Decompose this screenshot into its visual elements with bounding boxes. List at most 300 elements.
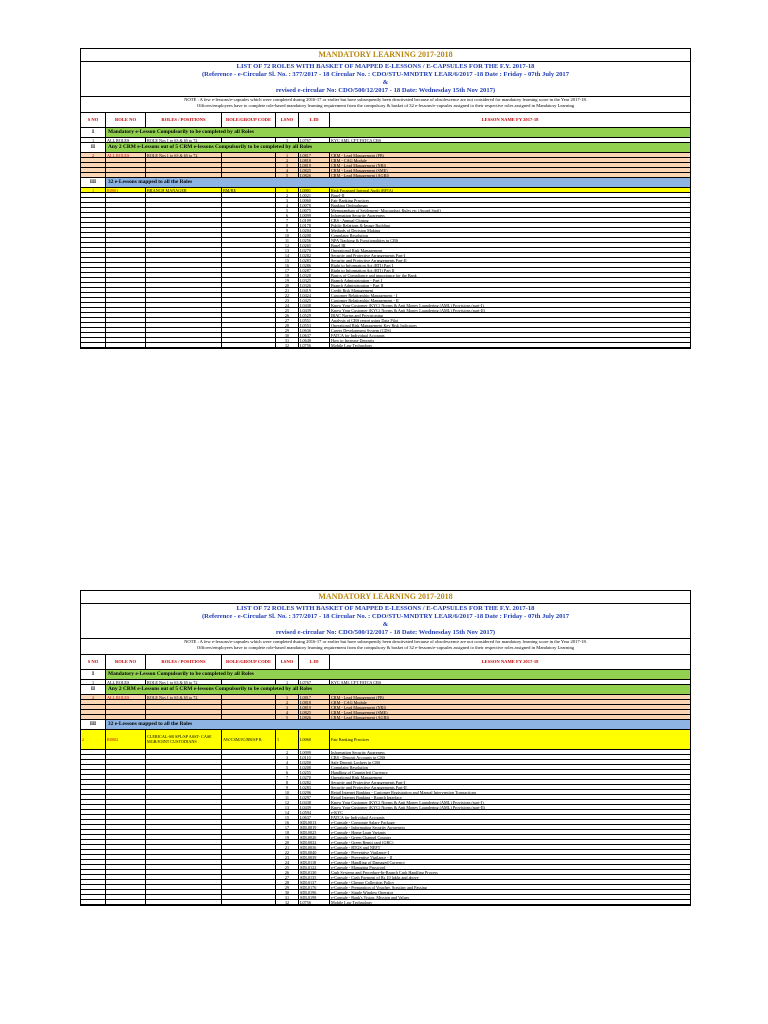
cell-role-no xyxy=(106,855,146,859)
cell-lid: SDL0137 xyxy=(299,880,330,884)
cell-lsno: 11 xyxy=(276,238,299,242)
cell-code xyxy=(222,168,276,172)
cell-role xyxy=(146,765,222,769)
cell-lesson-name: Fair Banking Practices xyxy=(331,197,370,202)
cell-lid: L0099 xyxy=(299,213,330,217)
cell-code: BM/BE xyxy=(222,188,276,192)
cell-lsno: 3 xyxy=(276,198,299,202)
cell-lesson-name: e-Capsule - Corporate Salary Package xyxy=(331,819,395,824)
cell-lesson-name: Methods of Decision Making xyxy=(331,227,381,232)
cell-lsno: 27 xyxy=(276,318,299,322)
cell-lsno: 7 xyxy=(276,775,299,779)
cell-lesson-name: CRM - Lead Management (AGRI) xyxy=(330,715,690,719)
section-label: 32 e-Lessons mapped to all the Roles xyxy=(106,720,690,729)
cell-sno xyxy=(81,845,106,849)
cell-sno xyxy=(81,263,106,267)
cell-sno xyxy=(81,780,106,784)
cell-lesson-name: Branch Administration - Part II xyxy=(331,282,384,287)
cell-lid: L0767 xyxy=(299,138,330,142)
cell-lid: L0265 xyxy=(299,243,330,247)
cell-sno xyxy=(81,243,106,247)
cell-lid: SDL0019 xyxy=(299,825,330,829)
cell-code xyxy=(222,173,276,177)
cell-role xyxy=(146,820,222,824)
cell-sno xyxy=(81,308,106,312)
cell-sno xyxy=(81,273,106,277)
cell-lid: L0438 xyxy=(299,303,330,307)
sheet-2 xyxy=(80,590,691,906)
cell-lsno: 22 xyxy=(276,293,299,297)
section-label: Any 2 CRM e-Lessons out of 5 CRM e-lessons Compulsorily to be completed by all Roles xyxy=(106,143,690,152)
cell-lid: L0767 xyxy=(299,680,330,684)
cell-role-no xyxy=(106,213,146,217)
cell-code xyxy=(222,895,276,899)
cell-sno xyxy=(81,825,106,829)
cell-lsno: 24 xyxy=(276,303,299,307)
cell-lsno: 8 xyxy=(276,223,299,227)
cell-role xyxy=(146,208,222,212)
cell-role-no xyxy=(106,193,146,197)
cell-lsno: 22 xyxy=(276,850,299,854)
cell-code xyxy=(222,890,276,894)
cell-lid: L0110 xyxy=(299,755,330,759)
cell-code xyxy=(222,293,276,297)
column-header-row xyxy=(81,655,690,670)
cell-sno xyxy=(81,193,106,197)
header-line: (Reference - e-Circular Sl. No. : 377/2017 - 18 Circular No. : CDO/STU-MNDTRY LEAR/6/2017 -18 Date : Friday - 07th July 2017 xyxy=(201,613,570,620)
cell-lesson-name: Security and Protective Arrangements Part-II xyxy=(331,784,407,789)
cell-lid: L0282 xyxy=(299,780,330,784)
cell-lesson-name: FATCA for Individual Accounts xyxy=(331,332,385,337)
cell-lsno: 3 xyxy=(276,163,299,167)
cell-code xyxy=(222,193,276,197)
section-number: I xyxy=(81,670,106,679)
cell-lsno: 31 xyxy=(276,338,299,342)
cell-lid: L0825 xyxy=(299,168,330,172)
cell-lesson-name: CRM - Lead Management (SME) xyxy=(330,710,690,714)
note-text: NOTE : A few e-lessons/e-capsules which were completed during 2016-17 or earlier but have subsequently been deactivated because of obsolescence are not considered for mandatory learning score in the Year 2017-18. xyxy=(184,97,587,102)
cell-lesson-name: Fair Banking Practices xyxy=(330,730,690,749)
cell-lid: L0529 xyxy=(299,313,330,317)
cell-lid: L0099 xyxy=(299,750,330,754)
cell-sno xyxy=(81,253,106,257)
cell-role-no xyxy=(106,875,146,879)
cell-role-no xyxy=(106,263,146,267)
cell-lsno: 25 xyxy=(276,308,299,312)
cell-role xyxy=(146,885,222,889)
cell-lid: L0286 xyxy=(299,263,330,267)
cell-lesson-name: e-Capsule - Home Loan Variants xyxy=(331,829,386,834)
section-label: Any 2 CRM e-Lessons out of 5 CRM e-lessons Compulsorily to be completed by all Roles xyxy=(106,685,690,694)
cell-lesson-name: e-Capsule - Preventive Vigilance-I xyxy=(331,849,389,854)
cell-sno xyxy=(81,795,106,799)
cell-lid: L0551 xyxy=(299,318,330,322)
cell-role-no xyxy=(106,328,146,332)
cell-role-no: ALL ROLES xyxy=(106,695,146,699)
cell-role-no xyxy=(106,258,146,262)
cell-role-no xyxy=(106,705,146,709)
cell-role-no xyxy=(106,850,146,854)
cell-lesson-name: e-Capsule - Cash Payment of Rs.10 lakhs and above xyxy=(331,874,419,879)
cell-lsno: 23 xyxy=(276,855,299,859)
column-header: L ID xyxy=(299,113,330,127)
cell-role-no xyxy=(106,810,146,814)
cell-lesson-name: Operational Risk Management xyxy=(331,774,383,779)
cell-code xyxy=(222,313,276,317)
cell-code xyxy=(222,298,276,302)
cell-lsno: 15 xyxy=(276,815,299,819)
cell-code xyxy=(222,765,276,769)
cell-role xyxy=(146,855,222,859)
sheet-title: MANDATORY LEARNING 2017-2018 xyxy=(81,49,690,62)
cell-code xyxy=(222,680,276,684)
cell-role xyxy=(146,790,222,794)
cell-sno xyxy=(81,705,106,709)
cell-lsno: 10 xyxy=(276,790,299,794)
cell-lesson-name: CRM - Lead Management (PB) xyxy=(330,153,690,157)
cell-role-no xyxy=(106,760,146,764)
cell-lid: L0594 xyxy=(299,810,330,814)
cell-code xyxy=(222,218,276,222)
cell-role xyxy=(146,845,222,849)
cell-code xyxy=(222,825,276,829)
cell-role-no xyxy=(106,835,146,839)
note-block xyxy=(81,638,690,655)
sheet-1 xyxy=(80,48,691,349)
cell-role-no xyxy=(106,268,146,272)
cell-lid: L0200 xyxy=(299,760,330,764)
cell-lesson-name: Operational Risk Management Key Risk Indicators xyxy=(331,322,417,327)
cell-role xyxy=(146,323,222,327)
cell-sno xyxy=(81,218,106,222)
cell-sno xyxy=(81,298,106,302)
cell-sno xyxy=(81,168,106,172)
cell-sno xyxy=(81,810,106,814)
cell-sno xyxy=(81,885,106,889)
cell-lsno: 2 xyxy=(276,158,299,162)
cell-lesson-name: Basel-II xyxy=(331,192,345,197)
cell-code xyxy=(222,845,276,849)
cell-role-no xyxy=(106,253,146,257)
header-line: revised e-circular No: CDO/500/12/2017 - 18 Date: Wednesday 15th Nov 2017) xyxy=(275,87,496,94)
cell-lid: L0438 xyxy=(299,800,330,804)
cell-role-no xyxy=(106,765,146,769)
cell-sno xyxy=(81,333,106,337)
cell-lsno: 5 xyxy=(276,715,299,719)
cell-code xyxy=(222,248,276,252)
cell-lid: L0819 xyxy=(299,705,330,709)
cell-role-no xyxy=(106,815,146,819)
cell-code xyxy=(222,268,276,272)
cell-code: AW/CSM/JC/BR/SP B xyxy=(222,730,276,749)
cell-role xyxy=(146,243,222,247)
cell-role xyxy=(146,900,222,904)
column-header: ROLE NO xyxy=(106,113,146,127)
cell-lsno: 5 xyxy=(276,208,299,212)
cell-role xyxy=(146,263,222,267)
cell-sno xyxy=(81,293,106,297)
cell-role xyxy=(146,233,222,237)
cell-lesson-name: CRM - Lead Management (SME) xyxy=(330,168,690,172)
section-header xyxy=(81,128,690,138)
cell-lid: L0060 xyxy=(299,198,330,202)
cell-lsno: 13 xyxy=(276,248,299,252)
cell-role-no xyxy=(106,298,146,302)
cell-role xyxy=(146,288,222,292)
cell-role xyxy=(146,258,222,262)
cell-sno xyxy=(81,805,106,809)
cell-lesson-name: Customer Relationship Management - II xyxy=(331,297,399,302)
column-header: ROLES / POSITIONS xyxy=(146,113,222,127)
cell-lsno: 3 xyxy=(276,755,299,759)
cell-lsno: 1 xyxy=(276,730,299,749)
cell-role xyxy=(146,805,222,809)
cell-role: ROLE Nos 1 to 63 & 65 to 72 xyxy=(146,153,222,157)
cell-lid: SDL0040 xyxy=(299,850,330,854)
cell-lesson-name: Right to Information Act (RTI) Part I xyxy=(331,262,394,267)
cell-role-no xyxy=(106,790,146,794)
cell-lesson-name: Public Relations & Image Building xyxy=(331,222,391,227)
cell-lesson-name: Handling of Counterfeit Currency xyxy=(331,769,388,774)
cell-code xyxy=(222,840,276,844)
cell-role xyxy=(146,338,222,342)
cell-lsno: 7 xyxy=(276,218,299,222)
cell-sno xyxy=(81,900,106,904)
cell-code xyxy=(222,273,276,277)
cell-lesson-name: e-KYC xyxy=(331,809,344,814)
cell-lsno: 19 xyxy=(276,835,299,839)
cell-lid: SDL0176 xyxy=(299,885,330,889)
cell-lsno: 17 xyxy=(276,825,299,829)
cell-code xyxy=(222,795,276,799)
cell-lsno: 23 xyxy=(276,298,299,302)
cell-role-no xyxy=(106,840,146,844)
cell-lid: SDL0025 xyxy=(299,830,330,834)
cell-sno xyxy=(81,865,106,869)
cell-lid: L0297 xyxy=(299,795,330,799)
cell-sno: 1 xyxy=(81,188,106,192)
cell-sno xyxy=(81,870,106,874)
cell-lesson-name: Branch Administration - Part I xyxy=(331,277,382,282)
cell-lesson-name: Right to Information Act (RTI) Part II xyxy=(331,267,395,272)
cell-lid: L0256 xyxy=(299,238,330,242)
cell-sno xyxy=(81,815,106,819)
cell-lsno: 32 xyxy=(276,343,299,347)
header-line: (Reference - e-Circular Sl. No. : 377/2017 - 18 Circular No. : CDO/STU-MNDTRY LEAR/6/2017 -18 Date : Friday - 07th July 2017 xyxy=(201,71,570,78)
cell-lesson-name: e-Capsule - Managing Password xyxy=(331,864,386,869)
cell-lid: L0439 xyxy=(299,308,330,312)
cell-role-no xyxy=(106,845,146,849)
cell-code xyxy=(222,238,276,242)
cell-sno: 1 xyxy=(81,138,106,142)
section-header xyxy=(81,143,690,153)
cell-code xyxy=(222,258,276,262)
cell-code xyxy=(222,223,276,227)
cell-role-no xyxy=(106,820,146,824)
cell-role-no xyxy=(106,163,146,167)
cell-lsno: 32 xyxy=(276,900,299,904)
cell-role xyxy=(146,850,222,854)
cell-code xyxy=(222,318,276,322)
cell-lid: L0637 xyxy=(299,333,330,337)
cell-lid: L0208 xyxy=(299,765,330,769)
cell-lsno: 4 xyxy=(276,760,299,764)
cell-lsno: 1 xyxy=(276,680,299,684)
cell-sno xyxy=(81,775,106,779)
header-line: LIST OF 72 ROLES WITH BASKET OF MAPPED E-LESSONS / E-CAPSULES FOR THE F.Y. 2017-18 xyxy=(236,605,535,612)
section-number: III xyxy=(81,720,106,729)
cell-role: ROLE Nos 1 to 63 & 65 to 72 xyxy=(146,138,222,142)
cell-sno xyxy=(81,328,106,332)
cell-lesson-name: CRM - Lead Management (NRI) xyxy=(330,163,690,167)
cell-role-no xyxy=(106,890,146,894)
cell-lsno: 1 xyxy=(276,153,299,157)
cell-lid: L0637 xyxy=(299,815,330,819)
cell-code xyxy=(222,263,276,267)
cell-role xyxy=(146,228,222,232)
cell-code xyxy=(222,203,276,207)
cell-role xyxy=(146,895,222,899)
cell-role xyxy=(146,268,222,272)
cell-code xyxy=(222,338,276,342)
cell-role xyxy=(146,860,222,864)
cell-role xyxy=(146,278,222,282)
cell-lesson-name: CRM - Lead Management (NRI) xyxy=(330,705,690,709)
cell-lsno: 1 xyxy=(276,695,299,699)
cell-lid: L0109 xyxy=(299,218,330,222)
cell-lsno: 20 xyxy=(276,840,299,844)
cell-role-no xyxy=(106,218,146,222)
cell-lid: L0270 xyxy=(299,775,330,779)
cell-lsno: 3 xyxy=(276,705,299,709)
cell-lesson-name: e-Capsule - Cheque Collection Policy xyxy=(331,879,395,884)
cell-lesson-name: e-Capsule - Handling of Damaged Currency xyxy=(331,859,406,864)
cell-role-no xyxy=(106,775,146,779)
cell-role-no xyxy=(106,880,146,884)
cell-lid: SDL0122 xyxy=(299,865,330,869)
cell-role-no xyxy=(106,303,146,307)
cell-code xyxy=(222,820,276,824)
cell-lid: L0817 xyxy=(299,695,330,699)
cell-code xyxy=(222,850,276,854)
cell-lid: L0178 xyxy=(299,223,330,227)
cell-code xyxy=(222,288,276,292)
cell-code xyxy=(222,343,276,347)
cell-role xyxy=(146,830,222,834)
cell-role xyxy=(146,283,222,287)
cell-role xyxy=(146,795,222,799)
cell-role-no xyxy=(106,860,146,864)
cell-role xyxy=(146,308,222,312)
cell-code xyxy=(222,695,276,699)
cell-lid: SDL0032 xyxy=(299,840,330,844)
cell-lsno: 5 xyxy=(276,173,299,177)
cell-role-no xyxy=(106,198,146,202)
cell-lsno: 20 xyxy=(276,283,299,287)
cell-lsno: 4 xyxy=(276,710,299,714)
cell-sno xyxy=(81,158,106,162)
cell-lesson-name: CRM - Lead Management (AGRI) xyxy=(330,173,690,177)
cell-code xyxy=(222,870,276,874)
cell-sno xyxy=(81,233,106,237)
cell-role-no xyxy=(106,173,146,177)
cell-sno xyxy=(81,208,106,212)
cell-sno: 2 xyxy=(81,730,106,749)
cell-lid: L0283 xyxy=(299,258,330,262)
cell-code xyxy=(222,705,276,709)
cell-lid: L0283 xyxy=(299,785,330,789)
cell-lid: L0021 xyxy=(299,193,330,197)
cell-lsno: 1 xyxy=(276,188,299,192)
cell-role-no: ALL ROLES xyxy=(106,153,146,157)
section-header xyxy=(81,720,690,730)
section-label: 32 e-Lessons mapped to all the Roles xyxy=(106,178,690,187)
cell-lsno: 9 xyxy=(276,228,299,232)
cell-code xyxy=(222,805,276,809)
cell-sno xyxy=(81,173,106,177)
cell-role-no xyxy=(106,715,146,719)
cell-role-no xyxy=(106,203,146,207)
cell-role xyxy=(146,880,222,884)
cell-lesson-name: How to Increase Deposits xyxy=(331,337,375,342)
cell-sno xyxy=(81,790,106,794)
cell-role-no xyxy=(106,885,146,889)
cell-lid: SDL0118 xyxy=(299,860,330,864)
cell-role-no xyxy=(106,800,146,804)
table-row xyxy=(81,900,690,905)
section-header xyxy=(81,685,690,695)
cell-lid: L0419 xyxy=(299,288,330,292)
header-block xyxy=(81,604,690,638)
cell-lsno: 5 xyxy=(276,765,299,769)
cell-lid: L0756 xyxy=(299,900,330,904)
cell-sno xyxy=(81,228,106,232)
column-header: ROLES / POSITIONS xyxy=(146,655,222,669)
cell-lid: L0296 xyxy=(299,790,330,794)
cell-role xyxy=(146,815,222,819)
cell-lesson-name: CBS - Deposit Accounts in CBS xyxy=(331,754,386,759)
cell-lsno: 12 xyxy=(276,800,299,804)
cell-code xyxy=(222,810,276,814)
cell-lesson-name: Security and Protective Arrangements Part-I xyxy=(331,252,406,257)
cell-role xyxy=(146,875,222,879)
cell-sno xyxy=(81,765,106,769)
cell-code xyxy=(222,900,276,904)
cell-lid: L0255 xyxy=(299,770,330,774)
cell-lesson-name: KYC AML CFT FATCA CRS xyxy=(331,679,382,684)
header-line: revised e-circular No: CDO/500/12/2017 - 18 Date: Wednesday 15th Nov 2017) xyxy=(275,629,496,636)
cell-code xyxy=(222,880,276,884)
cell-lesson-name: CBS - Annual Closing xyxy=(331,217,369,222)
column-header: LSNO xyxy=(276,113,299,127)
cell-lsno: 12 xyxy=(276,243,299,247)
cell-lesson-name: Mobile Law Technology xyxy=(331,899,373,904)
cell-role xyxy=(146,800,222,804)
cell-lid: SDL0135 xyxy=(299,875,330,879)
cell-sno xyxy=(81,213,106,217)
cell-lesson-name: IRAC Norms and Provisioning xyxy=(331,312,383,317)
cell-role-no xyxy=(106,248,146,252)
cell-role xyxy=(146,770,222,774)
cell-lsno: 26 xyxy=(276,870,299,874)
cell-role xyxy=(146,775,222,779)
cell-lsno: 28 xyxy=(276,323,299,327)
cell-role-no xyxy=(106,750,146,754)
cell-role: ROLE Nos 1 to 63 & 65 to 72 xyxy=(146,680,222,684)
column-header: ROLE/GROUP CODE xyxy=(222,113,276,127)
section-number: III xyxy=(81,178,106,187)
cell-role-no xyxy=(106,238,146,242)
